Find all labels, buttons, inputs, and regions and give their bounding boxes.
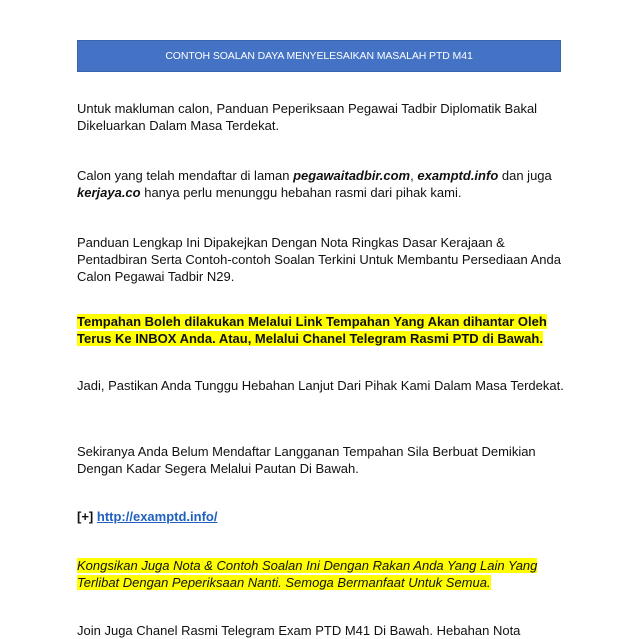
share-paragraph	[77, 557, 567, 591]
share-line-2: Terlibat Dengan Peperiksaan Nanti. Semoga Bermanfaat Untuk Semua.	[77, 575, 491, 590]
link-prefix: [+]	[77, 509, 97, 524]
registered-text-end: hanya perlu menunggu hebahan rasmi dari pihak kami.	[140, 185, 462, 200]
site-examptd: examptd.info	[417, 168, 499, 183]
registered-paragraph	[77, 167, 567, 201]
examptd-link[interactable]: http://examptd.info/	[96, 509, 218, 524]
booking-line-2: Terus Ke INBOX Anda. Atau, Melalui Chanel Telegram Rasmi PTD di Bawah.	[77, 331, 543, 346]
registered-text-mid: dan juga	[498, 168, 552, 183]
share-line-1: Kongsikan Juga Nota & Contoh Soalan Ini Dengan Rakan Anda Yang Lain Yang	[77, 558, 538, 573]
booking-paragraph	[77, 313, 567, 347]
telegram-paragraph-partial: Join Juga Chanel Rasmi Telegram Exam PTD M41 Di Bawah. Hebahan Nota	[77, 623, 521, 638]
registered-sep: ,	[410, 168, 418, 183]
booking-line-1: Tempahan Boleh dilakukan Melalui Link Tempahan Yang Akan dihantar Oleh	[77, 314, 547, 329]
guide-paragraph: Panduan Lengkap Ini Dipakejkan Dengan Nota Ringkas Dasar Kerajaan & Pentadbiran Serta Contoh-contoh Soalan Terkini Untuk Membantu Persediaan Anda Calon Pegawai Tadbir N29.	[77, 235, 561, 284]
register-paragraph: Sekiranya Anda Belum Mendaftar Langganan Tempahan Sila Berbuat Demikian Dengan Kadar Segera Melalui Pautan Di Bawah.	[77, 444, 536, 476]
site-kerjaya: kerjaya.co	[77, 185, 141, 200]
wait-paragraph: Jadi, Pastikan Anda Tunggu Hebahan Lanjut Dari Pihak Kami Dalam Masa Terdekat.	[77, 378, 564, 393]
title-banner	[77, 40, 561, 72]
registered-text-start: Calon yang telah mendaftar di laman	[77, 168, 294, 183]
banner-title: CONTOH SOALAN DAYA MENYELESAIKAN MASALAH PTD M41	[165, 50, 473, 62]
site-pegawaitadbir: pegawaitadbir.com	[293, 168, 411, 183]
intro-paragraph: Untuk makluman calon, Panduan Peperiksaan Pegawai Tadbir Diplomatik Bakal Dikeluarkan Dalam Masa Terdekat.	[77, 101, 538, 133]
link-paragraph	[77, 508, 567, 525]
